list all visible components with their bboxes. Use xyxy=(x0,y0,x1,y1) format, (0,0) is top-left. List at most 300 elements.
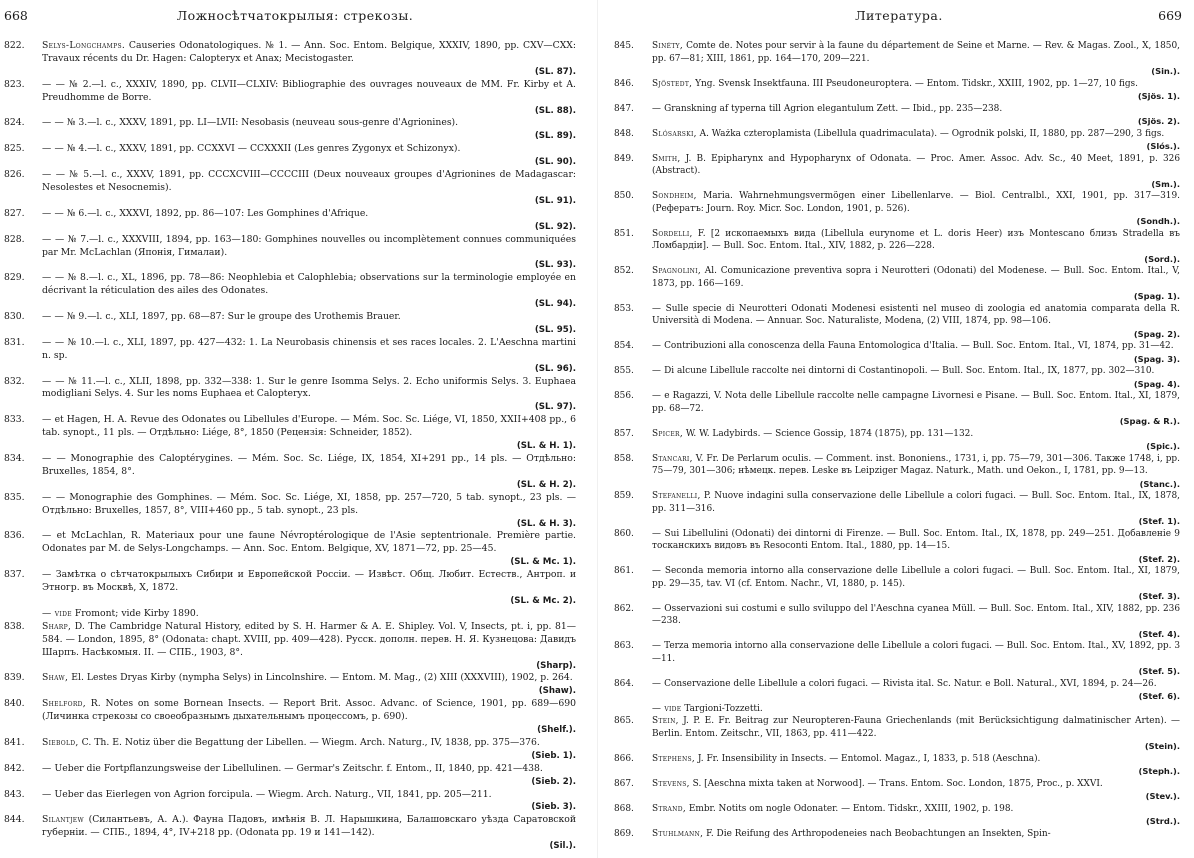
entry-code: (Sil.). xyxy=(549,841,576,852)
bibliography-entry xyxy=(604,490,1194,528)
bibliography-entry xyxy=(604,153,1194,191)
bibliography-entry xyxy=(0,337,590,376)
entry-code: (Stef. 5). xyxy=(1138,666,1180,676)
entry-author: — xyxy=(42,762,52,774)
entry-text: Terza memoria intorno alla conservazione delle Libellule a colori fugaci. — Bull. Soc. Entom. Ital., XV, 1892, pp. 3—11. xyxy=(652,641,1181,664)
entry-author: — xyxy=(652,366,662,376)
entry-author: — xyxy=(652,678,662,689)
entry-text: et McLachlan, R. Materiaux pour une faune Névroptérologique de l'Asie septentrionale. Première partie. Odonates par M. de Selys-Longchamps. — Ann. Soc. Entom. Belgique, XV, 1871—72, pp. 25—45. xyxy=(42,530,576,555)
entry-body xyxy=(652,565,1194,603)
entry-number: 825. xyxy=(4,143,25,155)
entry-text: Embr. Notits om nogle Odonater. — Entom. Tidskr., XXIII, 1902, p. 198. xyxy=(688,803,1014,814)
entry-number: 850. xyxy=(614,191,634,201)
bibliography-entry xyxy=(0,272,590,311)
entry-author: — xyxy=(652,603,662,614)
entry-code: (Strd.). xyxy=(1146,816,1180,826)
entry-body xyxy=(652,453,1194,491)
entry-number: 830. xyxy=(4,311,25,323)
entry-author: Siebold, xyxy=(42,736,79,748)
entry-body xyxy=(42,814,590,853)
bibliography-entry xyxy=(604,390,1194,428)
bibliography-entry xyxy=(0,672,590,698)
entry-body xyxy=(652,390,1194,428)
entry-code: (SL. 88). xyxy=(534,105,576,116)
entry-author: Selys-Longchamps. xyxy=(42,40,126,51)
entry-code: (Spag. 4). xyxy=(1133,378,1180,389)
entry-author: Silantjew xyxy=(42,814,84,826)
entry-author: Stancari, xyxy=(652,453,693,464)
entry-author: Shaw, xyxy=(42,672,69,684)
entry-number: 869. xyxy=(614,828,634,839)
bibliography-entry xyxy=(604,603,1194,641)
bibliography-entry xyxy=(604,365,1194,390)
entry-code: (Stein). xyxy=(1144,741,1180,751)
bibliography-entry xyxy=(604,265,1194,303)
entry-body xyxy=(652,428,1194,453)
left-page-header xyxy=(0,8,590,30)
entry-number: 846. xyxy=(614,78,634,89)
entry-number: 842. xyxy=(4,762,25,774)
entry-code: (SL. 97). xyxy=(534,402,576,413)
entry-body xyxy=(652,490,1194,528)
entry-text: — Monographie des Caloptérygines. — Mém. Soc. Sc. Liége, IX, 1854, XI+291 pp., 14 pls. — Отдѣльно: Bruxelles, 1854, 8°. xyxy=(42,453,576,477)
entry-author: Stein, xyxy=(652,716,679,726)
entry-text: F. Die Reifung des Arthropodeneies nach Beobachtungen an Insekten, Spin- xyxy=(706,828,1051,839)
entry-number: 839. xyxy=(4,672,25,684)
entry-text: R. Notes on some Bornean Insects. — Report Brit. Assoc. Advanc. of Science, 1901, pp. 689—690 (Личинка стрекозы со своеобразнымъ дыхательнымъ процессомъ, p. 690). xyxy=(42,698,576,723)
entry-body xyxy=(652,803,1194,828)
entry-code: (Shaw). xyxy=(538,686,576,697)
entry-text: et Hagen, H. A. Revue des Odonates ou Libellules d'Europe. — Mém. Soc. Sc. Liége, VI, 1850, XXII+408 pp., 6 tab. synopt., 11 pls. — Отдѣльно: Liége, 8°, 1850 (Рецензія: Schneider, 1852). xyxy=(42,414,576,439)
entry-body xyxy=(42,272,590,311)
entry-author: — xyxy=(42,78,52,90)
entry-number: 826. xyxy=(4,169,25,181)
entry-text: Osservazioni sui costumi e sullo sviluppo del l'Aeschna cyanea Müll. — Bull. Soc. Entom. Ital., XIV, 1882, pp. 236—238. xyxy=(652,603,1180,626)
bibliography-entry xyxy=(0,311,590,337)
entry-code: (Spag. & R.). xyxy=(1119,416,1180,426)
entry-author: — xyxy=(42,143,52,155)
entry-code: (SL. & H. 1). xyxy=(516,441,576,452)
entry-text: C. Th. E. Notiz über die Begattung der Libellen. — Wiegm. Arch. Naturg., IV, 1838, pp. 375—376. xyxy=(81,736,540,748)
entry-code: (Stef. 2). xyxy=(1138,553,1180,564)
entry-body xyxy=(652,303,1194,341)
bibliography-entry xyxy=(0,737,590,763)
entry-body xyxy=(42,698,590,737)
bibliography-entry xyxy=(604,640,1194,678)
entry-number: 859. xyxy=(614,491,634,501)
bibliography-entry xyxy=(604,303,1194,341)
entry-code: (Sieb. 1). xyxy=(531,750,576,761)
entry-text: S. [Aeschna mixta taken at Norwood]. — Trans. Entom. Soc. London, 1875, Proc., p. XXVI. xyxy=(692,778,1103,789)
entry-code: (SL. & Mc. 1). xyxy=(510,557,576,568)
left-page-number: 668 xyxy=(4,8,28,23)
entry-number: 855. xyxy=(614,366,634,376)
entry-body xyxy=(652,603,1194,641)
entry-number: 849. xyxy=(614,153,634,164)
entry-text: F. [2 ископаемыхъ вида (Libellula eurynome et L. doris Heer) изъ Montescano близъ Stradella въ Ломбардіи]. — Bull. Soc. Entom. Ital., XIV, 1882, p. 226—228. xyxy=(652,228,1180,251)
entry-text: Ueber die Fortpflanzungsweise der Libellulinen. — Germar's Zeitschr. f. Entom., II, 1840, pp. 421—438. xyxy=(54,762,543,774)
entry-number: 824. xyxy=(4,117,25,129)
entry-number: 822. xyxy=(4,40,25,51)
entry-author: — xyxy=(42,453,52,464)
entry-body xyxy=(42,737,590,763)
entry-text: — № 11.—l. c., XLII, 1898, pp. 332—338: 1. Sur le genre Isomma Selys. 2. Echo uniformis Selys. 3. Euphaea modigliani Selys. 4. Sur les noms Euphaea et Calopteryx. xyxy=(42,375,576,400)
entry-author: Shelford, xyxy=(42,698,86,710)
entry-text: V. Fr. De Perlarum oculis. — Comment. inst. Bononiens., 1731, i, pp. 75—79, 301—306. Также 1748, i, pp. 75—79, 301—306; нѣмецк. перев. Leske въ Leipziger Magaz. Naturk., Math. und Oekon., I, 1781, pp. 9—13. xyxy=(652,453,1180,476)
bibliography-entry xyxy=(0,530,590,569)
bibliography-entry xyxy=(0,169,590,208)
entry-text: Comte de. Notes pour servir à la faune du département de Seine et Marne. — Rev. & Magas. Zool., X, 1850, pp. 67—81; XIII, 1861, pp. 164—170, 209—221. xyxy=(652,41,1180,64)
entry-body xyxy=(42,763,590,789)
entry-number: 841. xyxy=(4,736,25,748)
entry-number: 847. xyxy=(614,103,634,114)
entry-body xyxy=(42,79,590,118)
entry-body xyxy=(652,528,1194,566)
bibliography-entry xyxy=(0,143,590,169)
right-page-header xyxy=(604,8,1194,30)
entry-text: Di alcune Libellule raccolte nei dintorni di Costantinopoli. — Bull. Soc. Entom. Ital., IX, 1877, pp. 302—310. xyxy=(664,366,1155,376)
entry-code: (Sondh.). xyxy=(1136,216,1180,226)
entry-code: (SL. 89). xyxy=(534,131,576,142)
entry-code: (Sharp). xyxy=(536,660,576,671)
entry-code: (Stef. 3). xyxy=(1138,591,1180,601)
right-running-head: Литература. xyxy=(855,8,943,23)
entry-number: 828. xyxy=(4,233,25,245)
entry-text: — № 3.—l. c., XXXV, 1891, pp. LI—LVII: Nesobasis (neuveau sous-genre d'Agrionines). xyxy=(54,117,459,129)
entry-body xyxy=(652,128,1194,153)
entry-code: (SL. & H. 3). xyxy=(516,518,576,529)
entry-body xyxy=(652,153,1194,191)
entry-author: Stuhlmann, xyxy=(652,828,704,839)
entry-number: 861. xyxy=(614,566,634,576)
entry-body xyxy=(42,608,590,621)
entry-code: (Sieb. 3). xyxy=(531,802,576,813)
entry-number: 837. xyxy=(4,569,25,581)
entry-body xyxy=(42,376,590,415)
entry-body xyxy=(652,103,1194,128)
entry-author: Stefanelli, xyxy=(652,491,701,501)
entry-text: Ueber das Eierlegen von Agrion forcipula. — Wiegm. Arch. Naturg., VII, 1841, pp. 205—211. xyxy=(54,788,492,800)
entry-body xyxy=(652,828,1194,841)
entry-text: A. Ważka czteroplamista (Libellula quadrimaculata). — Ogrodnik polski, II, 1880, pp. 287—290, 3 figs. xyxy=(699,128,1165,139)
entry-code: (Spag. 1). xyxy=(1133,291,1180,301)
entry-text: Targioni-Tozzetti. xyxy=(684,703,763,714)
entry-body xyxy=(42,234,590,273)
left-running-head: Ложносѣтчатокрылыя: стрекозы. xyxy=(176,8,414,23)
entry-text: Al. Comunicazione preventiva sopra i Neurotteri (Odonati) del Modenese. — Bull. Soc. Entom. Ital., V, 1873, pp. 166—169. xyxy=(652,266,1180,289)
entry-text: Sui Libellulini (Odonati) dei dintorni di Firenze. — Bull. Soc. Entom. Ital., IX, 1878, pp. 249—251. Добавленіе 9 тосканскихъ видовъ въ Resoconti Entom. Ital., 1880, pp. 14—15. xyxy=(652,528,1180,551)
bibliography-entry xyxy=(604,128,1194,153)
entry-text: J. P. E. Fr. Beitrag zur Neuropteren-Fauna Griechenlands (mit Berücksichtigung dalmatinischer Arten). — Berlin. Entom. Zeitschr., VII, 1863, pp. 411—422. xyxy=(652,716,1180,739)
entry-number: 829. xyxy=(4,272,25,284)
entry-text: Yng. Svensk Insektfauna. III Pseudoneuroptera. — Entom. Tidskr., XXIII, 1902, pp. 1—27, 10 figs. xyxy=(695,78,1138,89)
bibliography-entry xyxy=(0,414,590,453)
entry-body xyxy=(42,208,590,234)
entry-body xyxy=(652,753,1194,778)
entry-author: Stephens, xyxy=(652,753,696,764)
entry-body xyxy=(42,169,590,208)
entry-body xyxy=(652,678,1194,703)
entry-author: Stevens, xyxy=(652,778,690,789)
bibliography-entry xyxy=(0,79,590,118)
entry-number: 844. xyxy=(4,814,25,826)
bibliography-entry xyxy=(604,778,1194,803)
entry-body xyxy=(652,703,1194,716)
bibliography-entry xyxy=(604,678,1194,703)
bibliography-entry xyxy=(0,763,590,789)
right-page xyxy=(604,0,1194,858)
entry-text: Granskning af typerna till Agrion elegantulum Zett. — Ibid., pp. 235—238. xyxy=(664,103,1003,114)
entry-code: (Stef. 1). xyxy=(1138,516,1180,526)
bibliography-entry xyxy=(0,698,590,737)
entry-code: (SL. 91). xyxy=(534,195,576,206)
entry-number: 857. xyxy=(614,428,634,439)
entry-code: (Shelf.). xyxy=(537,725,576,736)
entry-code: (Sieb. 2). xyxy=(531,776,576,787)
entry-author: — xyxy=(42,169,52,181)
entry-code: (SL. 92). xyxy=(534,221,576,232)
entry-author: Slósarski, xyxy=(652,128,697,139)
entry-code: (Slós.). xyxy=(1146,141,1180,151)
entry-number: 836. xyxy=(4,530,25,542)
bibliography-entry xyxy=(0,569,590,608)
entry-number: 838. xyxy=(4,620,25,632)
entry-author: Strand, xyxy=(652,803,686,814)
entry-text: Contribuzioni alla conoscenza della Fauna Entomologica d'Italia. — Bull. Soc. Entom. Ital., VI, 1874, pp. 31—42. xyxy=(664,341,1174,351)
entry-text: Conservazione delle Libellule a colori fugaci. — Rivista ital. Sc. Natur. e Boll. Natural., XVI, 1894, p. 24—26. xyxy=(664,678,1157,689)
entry-author: Sondheim, xyxy=(652,191,697,201)
entry-number: 868. xyxy=(614,803,634,814)
entry-author: — xyxy=(42,207,52,219)
entry-text: — № 9.—l. c., XLI, 1897, pp. 68—87: Sur le groupe des Urothemis Brauer. xyxy=(54,311,401,323)
entry-text: Замѣтка о сѣтчатокрылыхъ Сибири и Европейской Россіи. — Извѣст. Общ. Любит. Естеств., Антроп. и Этногр. въ Москвѣ, X, 1872. xyxy=(42,569,576,594)
entry-code: (Spag. 3). xyxy=(1133,353,1180,364)
entry-number xyxy=(0,608,42,621)
entry-number xyxy=(604,703,652,716)
entry-number: 856. xyxy=(614,391,634,401)
bibliography-entry xyxy=(604,703,1194,716)
entry-author: Spicer, xyxy=(652,428,683,439)
bibliography-entry xyxy=(604,753,1194,778)
entry-text: W. W. Ladybirds. — Science Gossip, 1874 (1875), pp. 131—132. xyxy=(685,428,974,439)
entry-author: Sharp, xyxy=(42,620,72,632)
bibliography-entry xyxy=(0,492,590,531)
right-page-number: 669 xyxy=(1158,8,1182,23)
bibliography-entry xyxy=(604,803,1194,828)
entry-text: — № 2.—l. c., XXXIV, 1890, pp. CLVII—CLXIV: Bibliographie des ouvrages nouveaux de MM. Fr. Kirby et A. Preudhomme de Borre. xyxy=(42,78,576,103)
entry-text: El. Lestes Dryas Kirby (nympha Selys) in Lincolnshire. — Entom. M. Mag., (2) XIII (XXXVIII), 1902, p. 264. xyxy=(71,672,573,684)
bibliography-entry xyxy=(604,78,1194,103)
bibliography-entry xyxy=(604,453,1194,491)
entry-text: P. Nuove indagini sulla conservazione delle Libellule a colori fugaci. — Bull. Soc. Entom. Ital., IX, 1878, pp. 311—316. xyxy=(652,491,1180,514)
entry-body xyxy=(42,530,590,569)
entry-body xyxy=(652,365,1194,390)
bibliography-entry xyxy=(604,828,1194,841)
bibliography-entry xyxy=(604,528,1194,566)
entry-author: — xyxy=(42,117,52,129)
entry-number: 865. xyxy=(614,716,634,726)
entry-author: — xyxy=(652,528,662,539)
entry-number: 840. xyxy=(4,698,25,710)
entry-code: (SL. & H. 2). xyxy=(516,479,576,490)
entry-author: — xyxy=(652,641,662,651)
entry-body xyxy=(652,78,1194,103)
bibliography-entry xyxy=(0,40,590,79)
bibliography-entry xyxy=(0,814,590,853)
entry-number: 834. xyxy=(4,453,25,464)
entry-text: Fromont; vide Kirby 1890. xyxy=(74,607,199,619)
entry-author: — xyxy=(42,336,52,348)
bibliography-entry xyxy=(0,453,590,492)
entry-text: J. B. Epipharynx and Hypopharynx of Odonata. — Proc. Amer. Assoc. Adv. Sc., 40 Meet, 1891, p. 326 (Abstract). xyxy=(652,153,1180,176)
entry-number: 832. xyxy=(4,375,25,387)
bibliography-entry xyxy=(0,234,590,273)
entry-body xyxy=(42,40,590,79)
entry-text: Seconda memoria intorno alla conservazione delle Libellule a colori fugaci. — Bull. Soc. Entom. Ital., XI, 1879, pp. 29—35, tav. VI (cf. Entom. Nachr., VI, 1880, p. 145). xyxy=(652,566,1180,589)
entry-text: — № 6.—l. c., XXXVI, 1892, pp. 86—107: Les Gomphines d'Afrique. xyxy=(54,207,369,219)
entry-author: — xyxy=(42,530,52,542)
entry-body xyxy=(42,569,590,608)
entry-text: Sulle specie di Neurotteri Odonati Modenesi esistenti nel museo di zoologia ed anatomia comparata della R. Università di Modena. — Annuar. Soc. Naturaliste, Modena, (2) VIII, 1874, pp. 98—106. xyxy=(652,303,1181,326)
entry-number: 833. xyxy=(4,414,25,426)
entry-body xyxy=(42,492,590,531)
entry-number: 853. xyxy=(614,303,634,314)
entry-author: — xyxy=(42,272,52,284)
entry-body xyxy=(42,117,590,143)
entry-author: — xyxy=(652,391,662,401)
entry-body xyxy=(652,715,1194,753)
entry-author: — xyxy=(42,491,52,503)
entry-text: — № 4.—l. c., XXXV, 1891, pp. CCXXVI — CCXXXII (Les genres Zygonyx et Schizonyx). xyxy=(54,143,461,155)
entry-number: 852. xyxy=(614,266,634,276)
entry-code: (SL. 90). xyxy=(534,157,576,168)
entry-text: — Monographie des Gomphines. — Mém. Soc. Sc. Liége, XI, 1858, pp. 257—720, 5 tab. synopt., 23 pls. — Отдѣльно: Bruxelles, 1857, 8°, VIII+460 pp., 5 tab. synopt., 23 pls. xyxy=(42,491,576,516)
entry-body xyxy=(42,143,590,169)
bibliography-entry xyxy=(0,117,590,143)
entry-code: (Stef. 6). xyxy=(1138,691,1180,701)
bibliography-entry xyxy=(604,190,1194,228)
entry-number: 851. xyxy=(614,228,634,239)
bibliography-entry xyxy=(604,428,1194,453)
entry-code: (SL. 96). xyxy=(534,363,576,374)
entry-number: 863. xyxy=(614,641,634,651)
entry-author: — vide xyxy=(42,607,72,619)
entry-text: Maria. Wahrnehmungsvermögen einer Libellenlarve. — Biol. Centralbl., XXI, 1901, pp. 317—319. (Рефератъ: Journ. Roy. Micr. Soc. London, 1901, p. 526). xyxy=(652,191,1180,214)
entry-number: 862. xyxy=(614,603,634,614)
bibliography-entry xyxy=(0,376,590,415)
entry-number: 831. xyxy=(4,336,25,348)
entry-code: (Stanc.). xyxy=(1139,478,1180,489)
entry-code: (SL. 95). xyxy=(534,324,576,335)
entry-number: 848. xyxy=(614,128,634,139)
entry-code: (Sm.). xyxy=(1151,178,1180,189)
entry-body xyxy=(42,789,590,815)
page-gutter xyxy=(597,0,598,858)
entry-author: — xyxy=(42,375,52,387)
entry-text: J. Fr. Insensibility in Insects. — Entomol. Magaz., I, 1833, p. 518 (Aeschna). xyxy=(697,753,1041,764)
entry-number: 860. xyxy=(614,528,634,539)
bibliography-entry xyxy=(604,228,1194,266)
entry-code: (Spag. 2). xyxy=(1133,328,1180,339)
entry-number: 827. xyxy=(4,207,25,219)
entry-author: — xyxy=(42,233,52,245)
entry-body xyxy=(652,228,1194,266)
entry-text: — № 5.—l. c., XXXV, 1891, pp. CCCXCVIII—CCCCIII (Deux nouveaux groupes d'Agrionines de Madagascar: Nesolestes et Nesocnemis). xyxy=(42,169,576,193)
entry-text: D. The Cambridge Natural History, edited by S. H. Harmer & A. E. Shipley. Vol. V, Insects, pt. i, pp. 81—584. — London, 1895, 8° (Odonata: chapt. XVIII, pp. 409—428). Русск. дополн. перев. Н. Я. Кузнецова: Давидъ Шарпъ. Насѣкомыя. II. — СПБ., 1903, 8°. xyxy=(42,620,576,658)
entry-text: — № 7.—l. c., XXXVIII, 1894, pp. 163—180: Gomphines nouvelles ou incomplètement connues communiquées par Mr. McLachlan (Японія, Гималаи). xyxy=(42,233,576,258)
bibliography-entry xyxy=(604,103,1194,128)
entry-body xyxy=(42,621,590,673)
entry-number: 866. xyxy=(614,753,634,764)
entry-body xyxy=(42,414,590,453)
entry-author: Sordelli, xyxy=(652,228,693,239)
entry-text: — № 8.—l. c., XL, 1896, pp. 78—86: Neophlebia et Calophlebia; observations sur la terminologie employée en décrivant la réticulation des ailes des Odonates. xyxy=(42,272,576,297)
entry-text: e Ragazzi, V. Nota delle Libellule raccolte nelle campagne Livornesi e Pisane. — Bull. Soc. Entom. Ital., XI, 1879, pp. 68—72. xyxy=(652,391,1181,414)
entry-author: — xyxy=(652,103,662,114)
entry-author: — xyxy=(652,303,662,314)
entry-author: — xyxy=(42,311,52,323)
entry-code: (SL. 94). xyxy=(534,299,576,310)
entry-author: Smith, xyxy=(652,153,681,164)
entry-number: 835. xyxy=(4,491,25,503)
entry-code: (Spic.). xyxy=(1146,441,1180,451)
entry-code: (Steph.). xyxy=(1138,766,1180,776)
entry-code: (Sord.). xyxy=(1144,253,1180,264)
entry-body xyxy=(42,672,590,698)
entry-code: (Sjös. 2). xyxy=(1137,116,1180,126)
entry-text: Causeries Odonatologiques. № 1. — Ann. Soc. Entom. Belgique, XXXIV, 1890, pp. CXV—CXX: Travaux récents du Dr. Hagen: Calopteryx et Anax; Mecistogaster. xyxy=(42,40,576,64)
entry-author: — vide xyxy=(652,703,682,714)
bibliography-entry xyxy=(0,789,590,815)
bibliography-entry xyxy=(604,40,1194,78)
entry-author: Sjöstedt, xyxy=(652,78,693,89)
entry-number: 864. xyxy=(614,678,634,689)
entry-body xyxy=(652,190,1194,228)
bibliography-entry xyxy=(604,565,1194,603)
bibliography-entry xyxy=(0,608,590,621)
entry-body xyxy=(652,40,1194,78)
bibliography-entry xyxy=(0,208,590,234)
entry-author: — xyxy=(652,341,662,351)
entry-body xyxy=(652,340,1194,365)
left-page xyxy=(0,0,590,858)
entry-text: — № 10.—l. c., XLI, 1897, pp. 427—432: 1. La Neurobasis chinensis et ses races locales. 2. L'Aeschna martini n. sp. xyxy=(42,336,576,361)
entry-body xyxy=(42,337,590,376)
entry-code: (Sjös. 1). xyxy=(1137,91,1180,101)
entry-text: (Силантьевъ, А. А.). Фауна Падовъ, имѣнія В. Л. Нарышкина, Балашовскаго уѣзда Саратовской губерніи. — СПБ., 1894, 4°, IV+218 pp. (Odonata pp. 19 и 141—142). xyxy=(42,814,576,839)
entry-body xyxy=(42,311,590,337)
entry-body xyxy=(652,640,1194,678)
entry-code: (SL. 93). xyxy=(534,260,576,271)
entry-author: Spagnolini, xyxy=(652,266,702,276)
entry-code: (SL. 87). xyxy=(534,66,576,77)
entry-number: 858. xyxy=(614,453,634,464)
entry-code: (SL. & Mc. 2). xyxy=(510,595,576,606)
bibliography-entry xyxy=(604,715,1194,753)
entry-body xyxy=(652,778,1194,803)
entry-author: — xyxy=(42,414,52,426)
entry-author: — xyxy=(652,566,662,576)
entry-code: (Sin.). xyxy=(1151,66,1180,76)
entry-author: — xyxy=(42,788,52,800)
entry-code: (Stev.). xyxy=(1145,791,1180,801)
entry-number: 823. xyxy=(4,78,25,90)
entry-author: Sinéty, xyxy=(652,41,684,51)
entry-author: — xyxy=(42,569,52,581)
bibliography-entry xyxy=(0,621,590,673)
right-bibliography-list xyxy=(604,40,1194,840)
bibliography-entry xyxy=(604,340,1194,365)
